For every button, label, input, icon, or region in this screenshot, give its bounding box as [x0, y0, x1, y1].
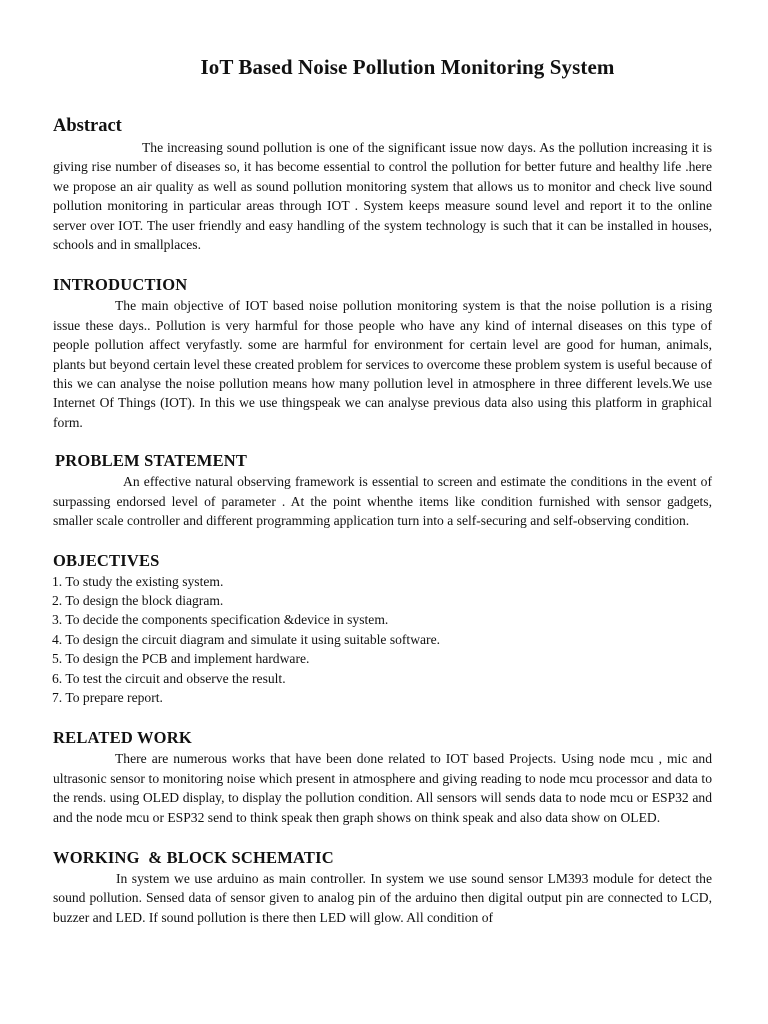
objective-item: 1. To study the existing system. [52, 573, 224, 589]
objective-item: 4. To design the circuit diagram and simulate it using suitable software. [52, 631, 441, 647]
related-work-text: There are numerous works that have been done related to IOT based Projects. Using node mcu , mic and ultrasonic sensor to monitoring noise which present in atmosphere and giving reading to node mcu processor and data to the rends. using OLED display, to display the pollution condition. All sensors will sends data to node mcu or ESP32 and and the node mcu or ESP32 send to think speak then graph shows on think speak and also data show on OLED. [53, 751, 712, 825]
document-page [53, 52, 712, 927]
related-work-section [53, 727, 712, 827]
introduction-text: The main objective of IOT based noise pollution monitoring system is that the noise pollution is a rising issue these days.. Pollution is very harmful for those people who have any kind of internal diseases on this type of people pollution affect veryfastly. some are harmful for environment for certain level are good for human, animals, plants but beyond certain level these created problem for services to overcome these problem system is useful because of this we can analyse the noise pollution means how many pollution level in atmosphere in three different levels.We use Internet Of Things (IOT). In this we use thingspeak we can analyse previous data also using this platform in graphical form. [53, 298, 712, 430]
objectives-heading: OBJECTIVES [53, 550, 160, 570]
abstract-heading: Abstract [53, 116, 122, 136]
introduction-heading: INTRODUCTION [53, 275, 188, 295]
objectives-section [53, 550, 712, 708]
objective-item: 6. To test the circuit and observe the result. [52, 670, 286, 686]
abstract-text: The increasing sound pollution is one of the significant issue now days. As the pollution increasing it is giving rise number of diseases so, it has become essential to control the pollution for better future and healthy life .here we propose an air quality as well as sound pollution monitoring system that allows us to monitor and check live sound pollution monitoring in particular areas through IOT . System keeps measure sound level and report it to the online server over IOT. The user friendly and easy handling of the system technology is such that it can be installed in houses, schools and in smallplaces. [53, 140, 712, 253]
objective-item: 7. To prepare report. [52, 689, 163, 705]
working-heading: WORKING & BLOCK SCHEMATIC [53, 847, 334, 867]
working-text: In system we use arduino as main controller. In system we use sound sensor LM393 module for detect the sound pollution. Sensed data of sensor given to analog pin of the arduino then digital output pin are connected to LCD, buzzer and LED. If sound pollution is there then LED will glow. All condition of [53, 870, 712, 925]
document-title: IoT Based Noise Pollution Monitoring System [200, 55, 615, 79]
objective-item: 5. To design the PCB and implement hardware. [52, 651, 310, 667]
problem-statement-section [55, 450, 712, 472]
working-section [53, 847, 712, 927]
related-work-heading: RELATED WORK [53, 728, 192, 748]
abstract-section [53, 114, 712, 254]
objective-item: 3. To decide the components specification &device in system. [52, 612, 389, 628]
introduction-section [53, 274, 712, 432]
objective-item: 2. To design the block diagram. [52, 592, 224, 608]
objectives-list [52, 572, 712, 708]
problem-statement-heading: PROBLEM STATEMENT [55, 451, 248, 471]
problem-statement-text: An effective natural observing framework is essential to screen and estimate the conditions in the event of surpassing endorsed level of parameter . At the point whenthe items like condition furnished with sensor gadgets, smaller scale controller and different programming application turn into a self-securing and self-observing condition. [53, 474, 712, 529]
